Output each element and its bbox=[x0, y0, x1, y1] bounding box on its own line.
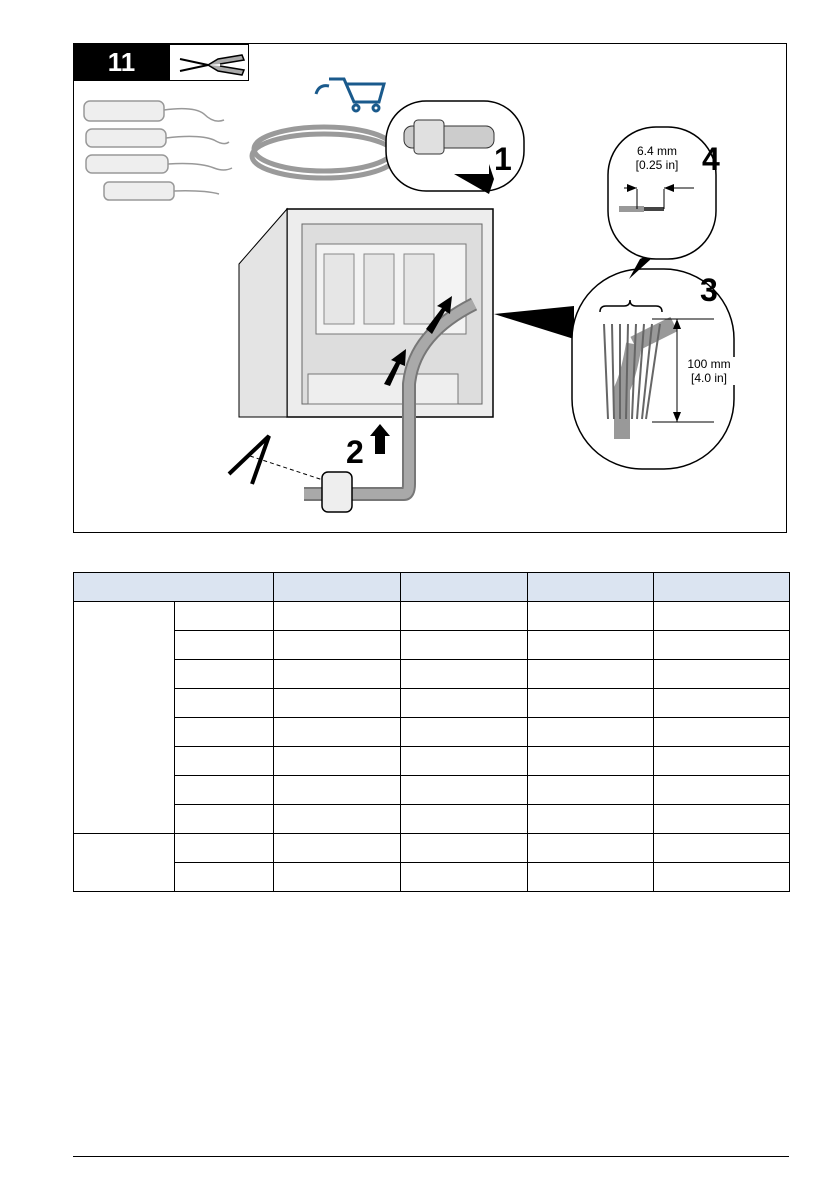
table-row bbox=[74, 805, 790, 834]
table-row bbox=[74, 660, 790, 689]
table-row bbox=[74, 718, 790, 747]
strip-length-metric: 6.4 mm bbox=[636, 144, 677, 158]
callout-3: 3 bbox=[700, 272, 718, 308]
arrow-icon bbox=[370, 424, 390, 454]
table-row bbox=[74, 631, 790, 660]
footer-divider bbox=[73, 1156, 789, 1157]
callout-1: 1 bbox=[494, 141, 512, 177]
table-row bbox=[74, 834, 790, 863]
table-row bbox=[74, 747, 790, 776]
step-badge: 11 bbox=[74, 44, 169, 81]
wire-length-metric: 100 mm bbox=[687, 357, 731, 371]
table-row bbox=[74, 689, 790, 718]
strip-length-label bbox=[626, 144, 688, 172]
strip-length-imperial: [0.25 in] bbox=[635, 158, 679, 172]
wire-length-label bbox=[678, 357, 740, 385]
table-header-cell bbox=[74, 573, 274, 602]
eye-icon bbox=[229, 436, 269, 484]
table-row bbox=[74, 602, 790, 631]
table-header-cell bbox=[528, 573, 654, 602]
group-cell-b bbox=[74, 834, 175, 892]
callout-4: 4 bbox=[702, 141, 720, 177]
sensor-group bbox=[84, 101, 232, 200]
table-header-row bbox=[74, 573, 790, 602]
callout-2: 2 bbox=[346, 434, 364, 470]
instruction-figure bbox=[73, 43, 787, 533]
wire-length-imperial: [4.0 in] bbox=[690, 371, 728, 385]
group-cell-a bbox=[74, 602, 175, 834]
table-header-cell bbox=[401, 573, 528, 602]
wiring-table bbox=[73, 572, 790, 892]
shopping-cart-icon bbox=[316, 79, 384, 111]
table-header-cell bbox=[654, 573, 790, 602]
table-row bbox=[74, 776, 790, 805]
installation-illustration bbox=[74, 44, 788, 534]
table-row bbox=[74, 863, 790, 892]
table-header-cell bbox=[274, 573, 401, 602]
